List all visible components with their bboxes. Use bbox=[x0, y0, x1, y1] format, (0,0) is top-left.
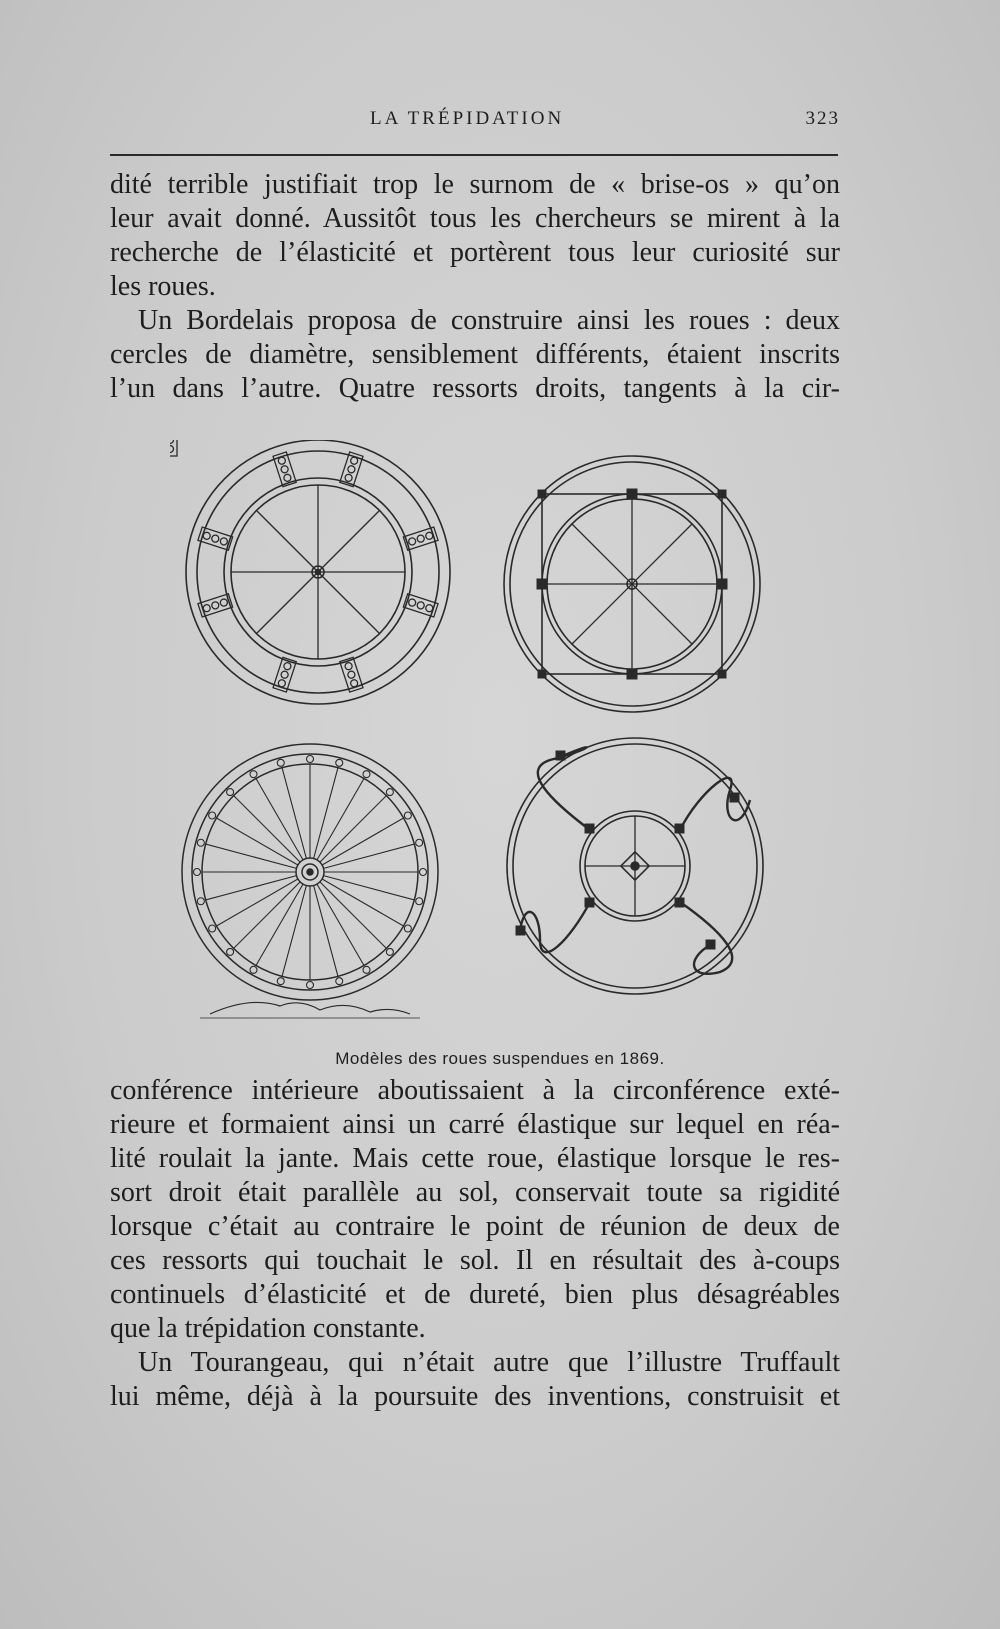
rim-bolt bbox=[197, 898, 204, 905]
rim-bolt bbox=[336, 978, 343, 985]
text-line: lorsque c’était au contraire le point de réunion de deux de bbox=[110, 1211, 840, 1242]
wheel-square-springs bbox=[504, 456, 760, 712]
text-line: Un Tourangeau, qui n’était autre que l’illustre Truffault bbox=[138, 1347, 840, 1378]
rim-bolt bbox=[404, 812, 411, 819]
text-line: continuels d’élasticité et de dureté, bien plus désagréables bbox=[110, 1279, 840, 1310]
rim-bolt bbox=[250, 966, 257, 973]
rim-bolt bbox=[386, 789, 393, 796]
text-line: cercles de diamètre, sensiblement différents, étaient inscrits bbox=[110, 339, 840, 370]
text-line: les roues. bbox=[110, 271, 216, 302]
text-line: dité terrible justifiait trop le surnom de « brise-os » qu’on bbox=[110, 169, 840, 200]
text-line: rieure et formaient ainsi un carré élastique sur lequel en réa- bbox=[110, 1109, 840, 1140]
running-title: LA TRÉPIDATION bbox=[370, 108, 565, 129]
page-number: 323 bbox=[805, 108, 840, 129]
rim-bolt bbox=[336, 759, 343, 766]
top-paragraphs bbox=[110, 168, 840, 406]
rim-bolt bbox=[277, 759, 284, 766]
rim-bolt bbox=[250, 771, 257, 778]
text-line: lité roulait la jante. Mais cette roue, élastique lorsque le res- bbox=[110, 1143, 840, 1174]
rim-bolt bbox=[227, 789, 234, 796]
text-line: conférence intérieure aboutissaient à la circonférence exté- bbox=[110, 1075, 840, 1106]
wheel-spring-blocks bbox=[170, 440, 450, 704]
text-line: sort droit était parallèle au sol, conservait toute sa rigidité bbox=[110, 1177, 840, 1208]
wheel-spoke bbox=[234, 882, 300, 948]
wheel-figure bbox=[170, 440, 790, 1040]
wheel-illustrations bbox=[170, 440, 790, 1040]
wheel-spoke bbox=[320, 882, 386, 948]
wheel-spoke bbox=[320, 796, 386, 862]
bottom-paragraphs bbox=[110, 1074, 840, 1414]
rim-bolt bbox=[404, 925, 411, 932]
text-line: leur avait donné. Aussitôt tous les chercheurs se mirent à la bbox=[110, 203, 840, 234]
wheel-spoke bbox=[234, 796, 300, 862]
rim-bolt bbox=[307, 756, 314, 763]
wheel-many-spokes bbox=[182, 744, 438, 1018]
rim-bolt bbox=[416, 898, 423, 905]
figure-caption: Modèles des roues suspendues en 1869. bbox=[335, 1049, 665, 1068]
rim-bolt bbox=[307, 982, 314, 989]
rim-bolt bbox=[197, 839, 204, 846]
rim-bolt bbox=[277, 978, 284, 985]
wheel-curved-springs bbox=[507, 738, 763, 994]
text-line: recherche de l’élasticité et portèrent tous leur curiosité sur bbox=[110, 237, 840, 268]
rim-bolt bbox=[227, 948, 234, 955]
rim-bolt bbox=[209, 925, 216, 932]
rim-bolt bbox=[363, 966, 370, 973]
text-line: que la trépidation constante. bbox=[110, 1313, 426, 1344]
rim-bolt bbox=[194, 869, 201, 876]
header-rule bbox=[110, 154, 838, 156]
rim-bolt bbox=[420, 869, 427, 876]
rim-bolt bbox=[209, 812, 216, 819]
text-line: lui même, déjà à la poursuite des inventions, construisit et bbox=[110, 1381, 840, 1412]
text-line: ces ressorts qui touchait le sol. Il en résultait des à-coups bbox=[110, 1245, 840, 1276]
rim-bolt bbox=[386, 948, 393, 955]
rim-bolt bbox=[416, 839, 423, 846]
text-line: l’un dans l’autre. Quatre ressorts droits, tangents à la cir- bbox=[110, 373, 840, 404]
rim-bolt bbox=[363, 771, 370, 778]
running-header bbox=[110, 108, 840, 138]
text-line: Un Bordelais proposa de construire ainsi les roues : deux bbox=[138, 305, 840, 336]
